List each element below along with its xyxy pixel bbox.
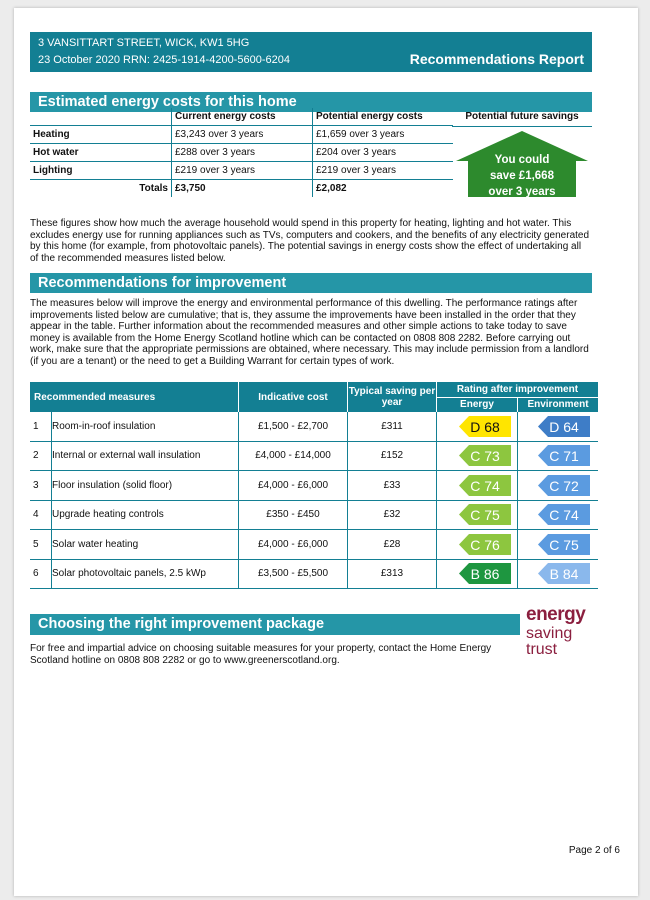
row-label: Hot water [30,144,172,162]
measure-name: Solar photovoltaic panels, 2.5 kWp [52,559,239,589]
environment-rating-badge [538,504,598,525]
energy-rating: C 76 [470,536,500,553]
potential-cost: £219 over 3 years [313,162,454,180]
col-cost: Indicative cost [239,382,348,412]
energy-rating-badge [459,445,517,466]
date-rrn: 23 October 2020 RRN: 2425-1914-4200-5600-6204 [38,54,290,66]
environment-rating: C 71 [549,448,579,465]
measure-saving: £33 [348,471,437,501]
savings-text [456,152,588,200]
measure-cost: £3,500 - £5,500 [239,559,348,589]
energy-rating: D 68 [470,418,500,435]
recommendations-table [30,382,598,589]
savings-line-3: over 3 years [488,186,556,198]
current-cost: £3,243 over 3 years [172,126,313,144]
current-cost: £219 over 3 years [172,162,313,180]
measure-saving: £311 [348,412,437,441]
energy-rating: C 75 [470,507,500,524]
table-row [30,471,598,501]
package-heading: Choosing the right improvement package [30,614,520,635]
table-row [30,441,598,471]
row-label: Lighting [30,162,172,180]
table-row [30,162,453,180]
table-row [30,559,598,589]
environment-rating-badge [538,563,598,584]
energy-rating-badge [459,504,517,525]
energy-rating: B 86 [470,566,500,583]
environment-rating-badge [538,534,598,555]
table-row [30,530,598,560]
environment-rating: C 75 [549,536,579,553]
logo-line-1: energy [526,604,586,625]
table-row [30,144,453,162]
measure-name: Floor insulation (solid floor) [52,471,239,501]
logo-line-2: saving [526,625,573,642]
costs-note: These figures show how much the average household would spend in this property for heating, lighting and hot water. This excludes energy use for running appliances such as TVs, computers and cookers, and the benefits of any electricity generated by this home (for example, from photovoltaic panels). The potential savings in energy costs show the effect of undertaking all of the recommended measures listed below. [30,218,590,264]
energy-rating: C 74 [470,477,500,494]
energy-rating-badge [459,563,517,584]
measure-number: 4 [30,500,52,530]
col-current-costs: Current energy costs [172,108,313,126]
current-cost: £288 over 3 years [172,144,313,162]
measure-cost: £4,000 - £6,000 [239,530,348,560]
col-environment: Environment [518,397,599,412]
environment-rating-badge [538,416,598,437]
logo-line-3: trust [526,641,558,658]
measure-name: Solar water heating [52,530,239,560]
totals-row [30,180,453,198]
measure-saving: £28 [348,530,437,560]
energy-costs-table [30,108,453,197]
measure-cost: £350 - £450 [239,500,348,530]
environment-rating: C 72 [549,477,579,494]
totals-label: Totals [30,180,172,198]
measure-saving: £313 [348,559,437,589]
measure-cost: £4,000 - £14,000 [239,441,348,471]
package-text: For free and impartial advice on choosing suitable measures for your property, contact the Home Energy Scotland hotline on 0808 808 2282 or go to www.greenerscotland.org. [30,643,492,666]
savings-line-1: You could [494,154,550,166]
savings-line-2: save £1,668 [490,170,554,182]
potential-cost: £204 over 3 years [313,144,454,162]
col-future-savings: Potential future savings [452,108,592,127]
measure-saving: £32 [348,500,437,530]
recommendations-intro: The measures below will improve the energy and environmental performance of this dwelling. The performance ratings after improvements listed below are cumulative; that is, they assume the improvements have been installed in the order that they appear in the table. Further information about the recommended measures and other simple actions to take today to save money is available from the Home Energy Scotland hotline which can be contacted on 0808 808 2282. Before carrying out work, make sure that the appropriate permissions are obtained, where necessary. This may include permission from a landlord (if you are a tenant) or the need to get a Building Warrant for certain types of work. [30,298,589,367]
energy-rating: C 73 [470,448,500,465]
report-header [30,32,592,72]
measure-name: Internal or external wall insulation [52,441,239,471]
total-current: £3,750 [172,180,313,198]
measure-number: 6 [30,559,52,589]
energy-saving-trust-logo [526,604,596,658]
savings-house-badge [456,131,588,197]
environment-rating: D 64 [549,418,579,435]
measure-saving: £152 [348,441,437,471]
environment-rating-badge [538,475,598,496]
report-title: Recommendations Report [409,51,584,67]
col-rating: Rating after improvement [437,382,599,397]
measure-number: 5 [30,530,52,560]
measure-number: 1 [30,412,52,441]
recommendations-heading: Recommendations for improvement [30,273,592,293]
potential-cost: £1,659 over 3 years [313,126,454,144]
col-energy: Energy [437,397,518,412]
table-row [30,500,598,530]
table-row [30,412,598,441]
col-measures: Recommended measures [30,382,239,412]
energy-costs-heading: Estimated energy costs for this home [30,92,592,112]
col-potential-costs: Potential energy costs [313,108,454,126]
property-address: 3 VANSITTART STREET, WICK, KW1 5HG [38,37,250,49]
table-row [30,126,453,144]
energy-rating-badge [459,475,517,496]
total-potential: £2,082 [316,183,347,194]
energy-rating-badge [459,416,517,437]
environment-rating: C 74 [549,507,579,524]
page-number: Page 2 of 6 [568,845,620,856]
measure-name: Room-in-roof insulation [52,412,239,441]
measure-cost: £1,500 - £2,700 [239,412,348,441]
energy-rating-badge [459,534,517,555]
measure-cost: £4,000 - £6,000 [239,471,348,501]
measure-number: 3 [30,471,52,501]
environment-rating-badge [538,445,598,466]
row-label: Heating [30,126,172,144]
measure-name: Upgrade heating controls [52,500,239,530]
measure-number: 2 [30,441,52,471]
environment-rating: B 84 [549,566,579,583]
col-saving: Typical saving per year [348,382,437,412]
